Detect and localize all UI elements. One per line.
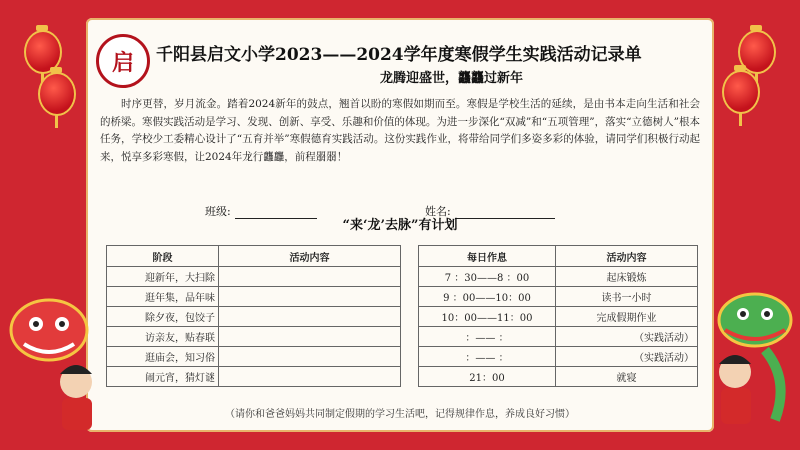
time-cell: 7 ：30——8 ：00 [419, 267, 556, 287]
lantern-icon [722, 70, 760, 114]
stage-cell: 除夕夜，包饺子 [107, 307, 219, 327]
name-label: 姓名: [425, 205, 451, 218]
stage-cell: 迎新年，大扫除 [107, 267, 219, 287]
stage-cell: 访亲友，贴春联 [107, 327, 219, 347]
content-cell[interactable] [219, 347, 401, 367]
activity-cell: 起床锻炼 [556, 267, 698, 287]
logo-char: 启 [111, 49, 134, 76]
activity-cell: （实践活动） [556, 327, 698, 347]
page-title: 千阳县启文小学2023——2024学年度寒假学生实践活动记录单 [156, 45, 642, 65]
schedule-content-header: 活动内容 [556, 246, 698, 267]
stage-table [106, 245, 401, 387]
dragon-icon [695, 280, 800, 440]
table-row [107, 347, 401, 367]
table-row [419, 267, 698, 287]
content-cell[interactable] [219, 267, 401, 287]
stage-cell: 逛年集，品年味 [107, 287, 219, 307]
activity-cell: 完成假期作业 [556, 307, 698, 327]
class-label: 班级: [205, 205, 231, 218]
lantern-icon [38, 72, 76, 116]
content-cell[interactable] [219, 307, 401, 327]
activity-cell: 就寝 [556, 367, 698, 387]
table-row [419, 327, 698, 347]
footer-note: （请你和爸爸妈妈共同制定假期的学习生活吧，记得规律作息，养成良好习惯） [225, 409, 575, 420]
activity-cell: 读书一小时 [556, 287, 698, 307]
stage-content-header: 活动内容 [219, 246, 401, 267]
time-cell[interactable]: ：—— ： [419, 327, 556, 347]
table-row [107, 307, 401, 327]
time-cell: 9 ：00——10：00 [419, 287, 556, 307]
stage-cell: 逛庙会，知习俗 [107, 347, 219, 367]
school-logo [96, 34, 150, 88]
time-cell[interactable]: ：—— ： [419, 347, 556, 367]
content-cell[interactable] [219, 367, 401, 387]
table-row [419, 287, 698, 307]
lion-dance-icon [4, 290, 114, 440]
plan-title: “来‘龙’去脉”有计划 [342, 218, 458, 233]
time-cell: 10：00——11：00 [419, 307, 556, 327]
schedule-table [418, 245, 698, 387]
table-row [107, 327, 401, 347]
schedule-header: 每日作息 [419, 246, 556, 267]
activity-cell: （实践活动） [556, 347, 698, 367]
intro-paragraph: 时序更替，岁月流金。踏着2024新年的鼓点，翘首以盼的寒假如期而至。寒假是学校生活的延续，是由书本走向生活和社会的桥梁。寒假实践活动是学习、发现、创新、享受、乐趣和价值的体现。为进一步深化“双减”和“五项管理”，落实“立德树人”根本任务，学校少工委精心设计了“五育并举”寒假德育实践活动。这份实践作业，将带给同学们多姿多彩的体验，请同学们积极行动起来，悦享多彩寒假，让2024年龙行龘龘，前程朤朤！ [100, 98, 700, 163]
stage-header: 阶段 [107, 246, 219, 267]
table-row [419, 307, 698, 327]
page-subtitle: 龙腾迎盛世，龘龘过新年 [380, 71, 524, 86]
table-row [107, 367, 401, 387]
content-cell[interactable] [219, 327, 401, 347]
table-row [107, 287, 401, 307]
stage-cell: 闹元宵，猜灯谜 [107, 367, 219, 387]
table-row [419, 347, 698, 367]
table-row [107, 267, 401, 287]
time-cell: 21：00 [419, 367, 556, 387]
table-row [419, 367, 698, 387]
content-cell[interactable] [219, 287, 401, 307]
